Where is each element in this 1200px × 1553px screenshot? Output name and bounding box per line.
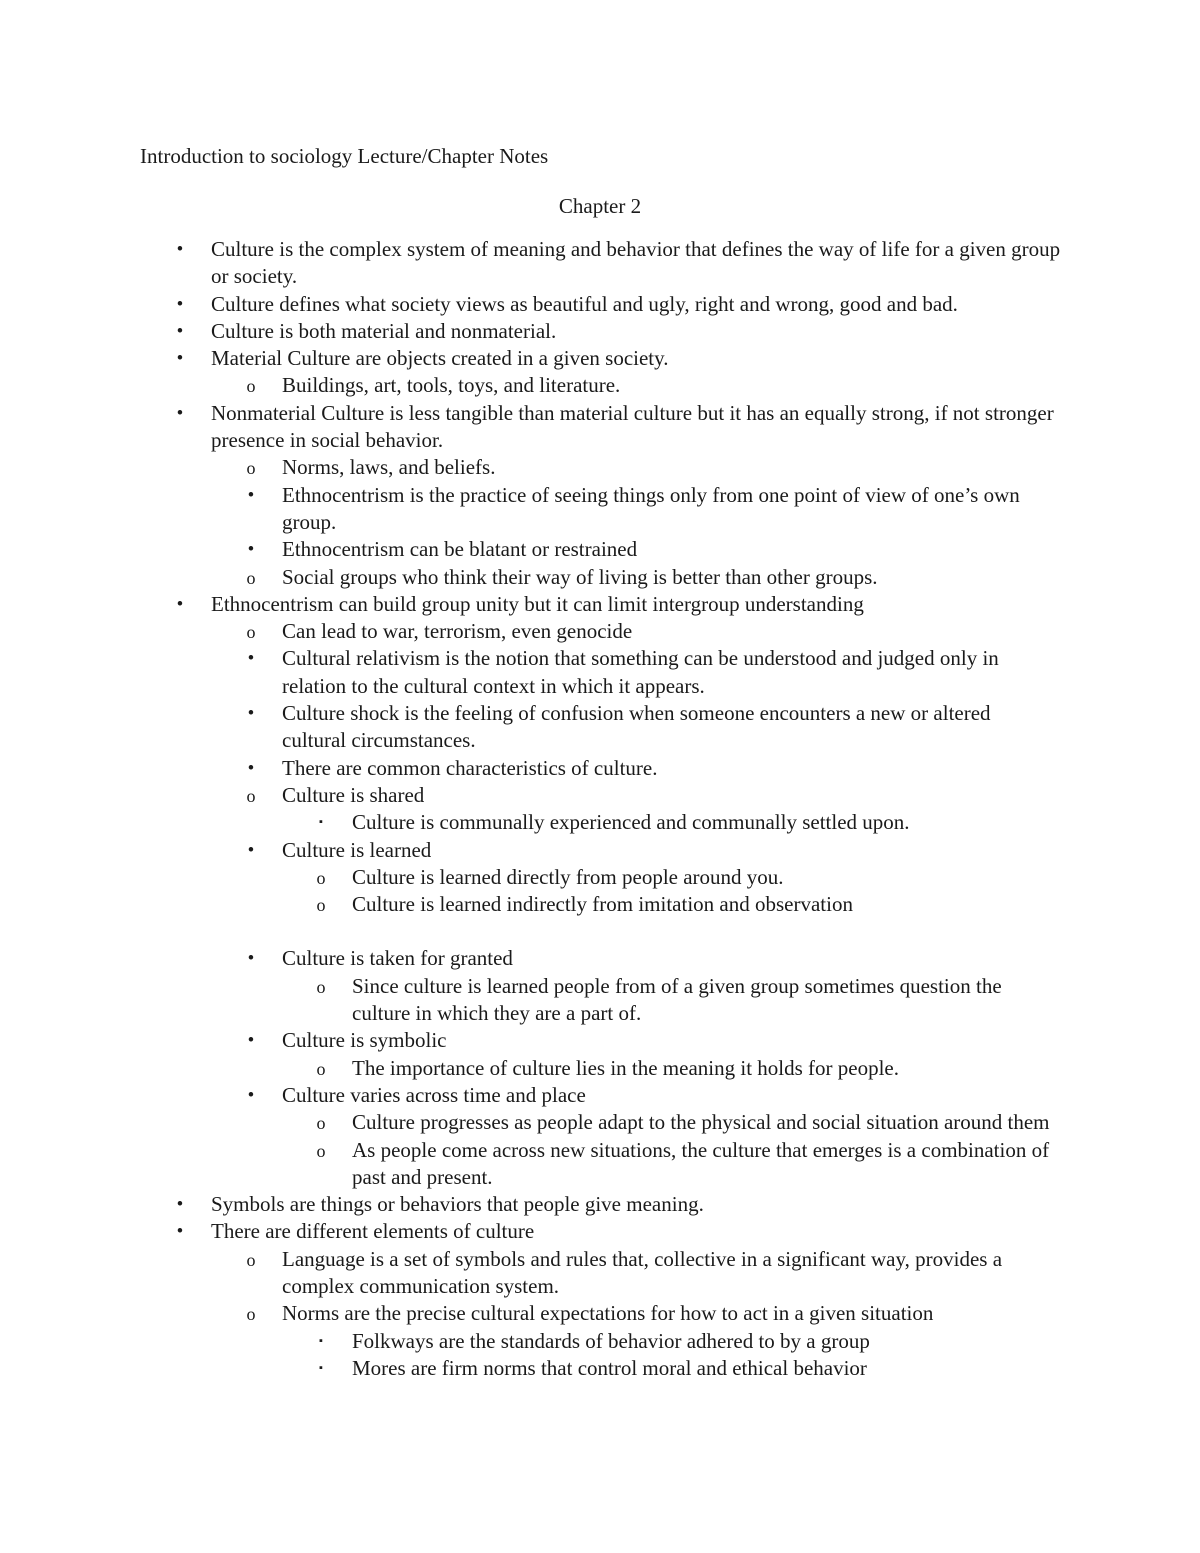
chapter-heading: Chapter 2 xyxy=(558,194,642,218)
list-item xyxy=(0,782,1200,809)
list-item xyxy=(0,400,1200,455)
list-item xyxy=(0,1218,1200,1245)
list-item-text: Material Culture are objects created in a given society. xyxy=(211,346,669,371)
bullet-marker-icon: • xyxy=(247,539,255,561)
list-item xyxy=(0,864,1200,891)
list-item xyxy=(0,755,1200,782)
list-item xyxy=(0,236,1200,291)
circle-marker-icon: o xyxy=(246,458,256,479)
list-item xyxy=(0,372,1200,399)
list-item xyxy=(0,291,1200,318)
list-item xyxy=(0,1300,1200,1327)
list-item xyxy=(0,645,1200,700)
circle-marker-icon: o xyxy=(316,1140,326,1161)
list-item-text: As people come across new situations, the culture that emerges is a combination of past and present. xyxy=(352,1137,1050,1189)
list-item-text: Can lead to war, terrorism, even genocide xyxy=(282,619,633,644)
list-item-text: Culture is communally experienced and communally settled upon. xyxy=(352,810,910,835)
bullet-marker-icon: • xyxy=(176,1221,184,1243)
circle-marker-icon: o xyxy=(316,867,326,888)
list-item-text: Since culture is learned people from of a given group sometimes question the culture in which they are a part of. xyxy=(352,973,1002,1026)
bullet-marker-icon: • xyxy=(247,839,255,861)
list-item-text: Ethnocentrism can be blatant or restrained xyxy=(282,537,638,562)
bullet-marker-icon: • xyxy=(247,703,255,725)
bullet-marker-icon: • xyxy=(176,1194,184,1216)
list-item-text: Mores are firm norms that control moral and ethical behavior xyxy=(352,1355,867,1380)
bullet-marker-icon: • xyxy=(176,239,184,260)
bullet-marker-icon: • xyxy=(176,402,184,424)
list-item-text: Culture progresses as people adapt to the physical and social situation around them xyxy=(352,1110,1050,1135)
list-item xyxy=(0,591,1200,618)
list-item-text: Cultural relativism is the notion that something can be understood and judged only in relation to the cultural context in which it appears. xyxy=(282,646,999,698)
list-item xyxy=(0,1355,1200,1382)
list-item-text: Language is a set of symbols and rules that, collective in a significant way, provides a complex communication system. xyxy=(282,1246,1003,1298)
circle-marker-icon: o xyxy=(316,895,326,916)
list-item-text: Culture defines what society views as beautiful and ugly, right and wrong, good and bad. xyxy=(211,291,958,316)
bullet-marker-icon: • xyxy=(247,484,255,506)
list-item-text: Ethnocentrism is the practice of seeing things only from one point of view of one’s own group. xyxy=(282,482,1020,534)
list-item-text: The importance of culture lies in the meaning it holds for people. xyxy=(352,1055,900,1080)
list-item-text: Folkways are the standards of behavior adhered to by a group xyxy=(352,1328,870,1353)
list-item xyxy=(0,318,1200,345)
list-item xyxy=(0,1328,1200,1355)
circle-marker-icon: o xyxy=(246,376,256,397)
list-item-text: Culture is the complex system of meaning and behavior that defines the way of life for a given group or society. xyxy=(211,237,1061,289)
list-item xyxy=(0,454,1200,481)
circle-marker-icon: o xyxy=(316,1113,326,1134)
list-item xyxy=(0,482,1200,537)
list-item-text: Buildings, art, tools, toys, and literature. xyxy=(282,373,621,398)
list-item-text: Culture is both material and nonmaterial. xyxy=(211,318,557,343)
document-title: Introduction to sociology Lecture/Chapter Notes xyxy=(140,144,549,168)
circle-marker-icon: o xyxy=(316,1058,326,1079)
list-item-text: Ethnocentrism can build group unity but it can limit intergroup understanding xyxy=(211,591,864,616)
list-item-text: Nonmaterial Culture is less tangible than material culture but it has an equally strong, if not stronger presence in social behavior. xyxy=(211,400,1054,453)
circle-marker-icon: o xyxy=(246,785,256,806)
square-marker-icon: ▪ xyxy=(319,816,323,829)
list-item xyxy=(0,700,1200,755)
list-item xyxy=(0,564,1200,591)
list-item xyxy=(0,345,1200,372)
list-item-text: There are common characteristics of culture. xyxy=(282,755,658,780)
bullet-marker-icon: • xyxy=(247,948,255,970)
bullet-marker-icon: • xyxy=(247,1030,255,1052)
bullet-marker-icon: • xyxy=(247,1084,255,1106)
list-item xyxy=(0,1055,1200,1082)
bullet-marker-icon: • xyxy=(247,648,255,670)
list-item-text: Symbols are things or behaviors that people give meaning. xyxy=(211,1192,704,1217)
list-item xyxy=(0,1246,1200,1301)
list-item-text: There are different elements of culture xyxy=(211,1219,535,1244)
list-item-text: Culture shock is the feeling of confusion when someone encounters a new or altered cultural circumstances. xyxy=(282,701,991,753)
circle-marker-icon: o xyxy=(316,976,326,997)
list-item-text: Social groups who think their way of living is better than other groups. xyxy=(282,564,878,589)
bullet-marker-icon: • xyxy=(176,348,184,370)
list-item-text: Norms are the precise cultural expectations for how to act in a given situation xyxy=(282,1301,934,1326)
circle-marker-icon: o xyxy=(246,567,256,588)
bullet-marker-icon: • xyxy=(247,757,255,779)
list-item xyxy=(0,1137,1200,1192)
circle-marker-icon: o xyxy=(246,1304,256,1325)
list-item-text: Culture is symbolic xyxy=(282,1028,447,1053)
list-item xyxy=(0,1191,1200,1218)
bullet-marker-icon: • xyxy=(176,593,184,615)
square-marker-icon: ▪ xyxy=(319,1334,323,1347)
square-marker-icon: ▪ xyxy=(319,1361,323,1374)
list-item-text: Norms, laws, and beliefs. xyxy=(282,455,496,480)
list-item xyxy=(0,891,1200,918)
list-item-text: Culture is taken for granted xyxy=(282,946,513,971)
list-item xyxy=(0,837,1200,864)
list-item xyxy=(0,945,1200,972)
list-item xyxy=(0,618,1200,645)
circle-marker-icon: o xyxy=(246,1249,256,1270)
bullet-marker-icon: • xyxy=(176,320,184,342)
list-item-text: Culture is learned directly from people around you. xyxy=(352,864,784,889)
notes-list xyxy=(0,236,1200,1382)
list-item xyxy=(0,536,1200,563)
list-item xyxy=(0,809,1200,836)
list-item-text: Culture is learned indirectly from imitation and observation xyxy=(352,892,853,917)
list-item xyxy=(0,973,1200,1028)
list-item xyxy=(0,1027,1200,1054)
circle-marker-icon: o xyxy=(246,622,256,643)
bullet-marker-icon: • xyxy=(176,293,184,315)
list-item xyxy=(0,1109,1200,1136)
list-item-text: Culture is shared xyxy=(282,782,425,807)
list-item-text: Culture is learned xyxy=(282,837,432,862)
list-item-text: Culture varies across time and place xyxy=(282,1082,586,1107)
list-item xyxy=(0,1082,1200,1109)
